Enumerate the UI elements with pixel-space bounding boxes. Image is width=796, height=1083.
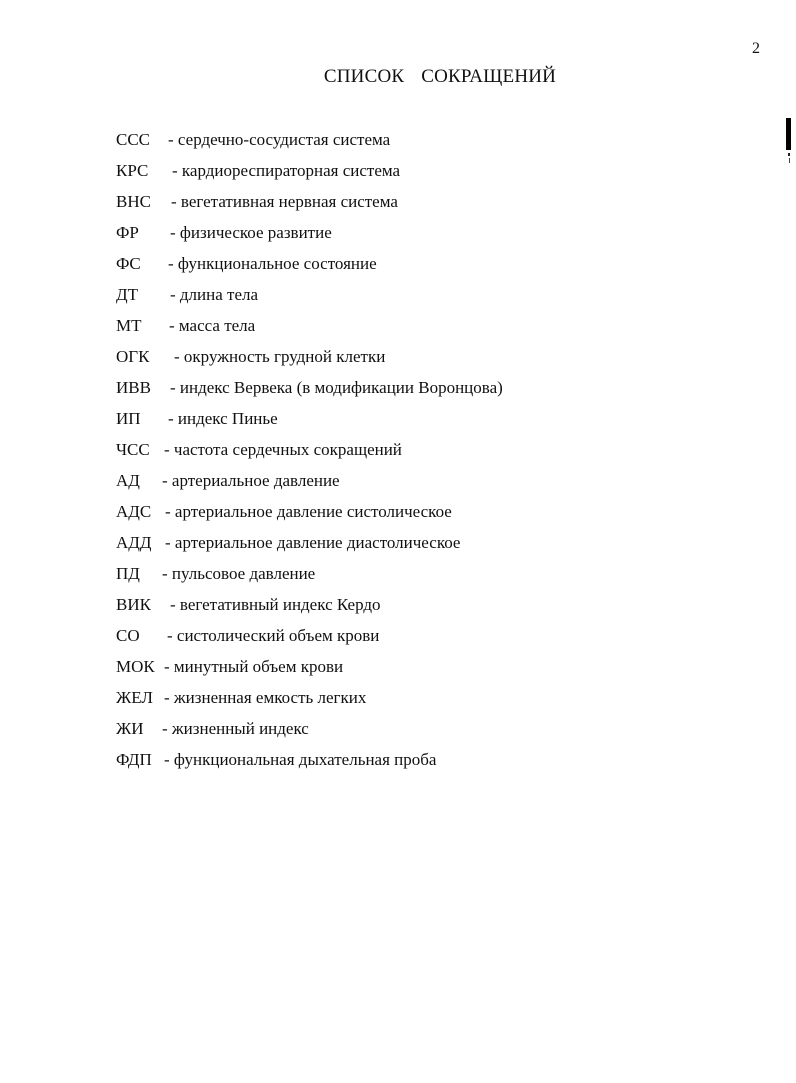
abbreviation-term: МОК (116, 657, 155, 676)
abbreviation-term: АД (116, 471, 140, 490)
abbreviation-definition: - функциональная дыхательная проба (164, 750, 437, 769)
abbreviation-definition: - минутный объем крови (164, 657, 344, 676)
abbreviation-definition: - артериальное давление систолическое (165, 502, 452, 521)
abbreviation-term: АДС (116, 502, 152, 521)
abbreviation-definition: - кардиореспираторная система (172, 161, 401, 180)
abbreviation-definition: - жизненная емкость легких (164, 688, 367, 707)
scan-artifact (785, 118, 791, 160)
abbreviation-definition: - индекс Пинье (168, 409, 278, 428)
abbreviation-definition: - артериальное давление диастолическое (165, 533, 461, 552)
abbreviation-term: СО (116, 626, 140, 645)
page-number: 2 (752, 40, 760, 57)
abbreviation-term: МТ (116, 316, 142, 335)
abbreviation-term: АДД (116, 533, 152, 552)
abbreviation-definition: - артериальное давление (162, 471, 340, 490)
abbreviation-term: ОГК (116, 347, 150, 366)
abbreviation-term: ДТ (116, 285, 138, 304)
abbreviation-definition: - физическое развитие (170, 223, 332, 242)
abbreviation-definition: - пульсовое давление (162, 564, 316, 583)
abbreviation-term: КРС (116, 161, 149, 180)
abbreviation-term: ССС (116, 130, 151, 149)
abbreviation-term: ИП (116, 409, 141, 428)
abbreviation-term: ЧСС (116, 440, 150, 459)
abbreviation-definition: - вегетативный индекс Кердо (170, 595, 381, 614)
abbreviation-definition: - сердечно-сосудистая система (168, 130, 391, 149)
abbreviation-term: ВНС (116, 192, 151, 211)
abbreviation-definition: - окружность грудной клетки (174, 347, 386, 366)
page-title: СПИСОК СОКРАЩЕНИЙ (323, 66, 557, 87)
abbreviation-term: ЖЕЛ (116, 688, 153, 707)
abbreviation-term: ФДП (116, 750, 152, 769)
abbreviation-definition: - частота сердечных сокращений (164, 440, 402, 459)
abbreviation-definition: - вегетативная нервная система (171, 192, 398, 211)
abbreviation-definition: - масса тела (169, 316, 256, 335)
abbreviation-term: ПД (116, 564, 140, 583)
abbreviation-term: ФР (116, 223, 139, 242)
abbreviation-definition: - индекс Вервека (в модификации Воронцова) (170, 378, 503, 397)
abbreviation-definition: - систолический объем крови (167, 626, 380, 645)
abbreviation-definition: - функциональное состояние (168, 254, 377, 273)
abbreviation-term: ЖИ (116, 719, 144, 738)
abbreviation-definition: - длина тела (170, 285, 259, 304)
abbreviation-term: ВИК (116, 595, 151, 614)
abbreviation-definition: - жизненный индекс (162, 719, 309, 738)
abbreviation-term: ФС (116, 254, 141, 273)
abbreviation-term: ИВВ (116, 378, 151, 397)
